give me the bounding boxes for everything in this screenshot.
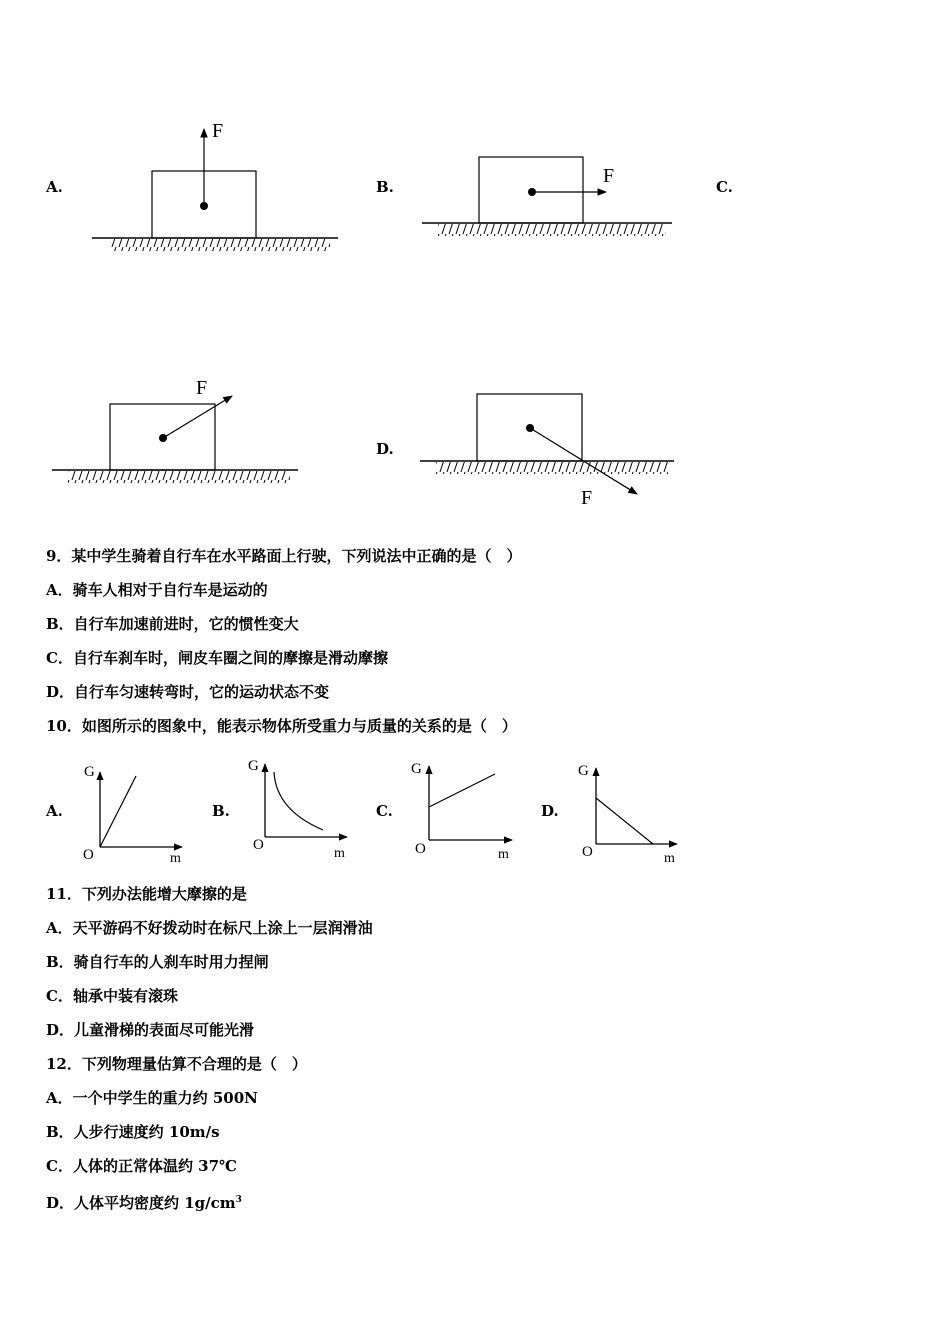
x-axis-label: m: [498, 847, 509, 862]
ground-hatch: [438, 224, 666, 236]
origin-label: O: [582, 844, 593, 860]
origin-label: O: [253, 837, 264, 853]
q9-option-a: A．骑车人相对于自行车是运动的: [46, 581, 268, 599]
q11-option-c: C．轴承中装有滚珠: [46, 987, 178, 1005]
graph-b: [245, 752, 357, 862]
q8-option-a-label: A.: [46, 178, 63, 196]
graph-line: [100, 776, 136, 847]
q10-graph-d-label: D.: [541, 802, 559, 820]
force-label: F: [603, 165, 615, 187]
y-axis-label: G: [248, 758, 259, 774]
q12-option-c: C．人体的正常体温约 37℃: [46, 1157, 238, 1175]
q10-stem: 10．如图所示的图象中，能表示物体所受重力与质量的关系的是（ ）: [46, 717, 517, 735]
ground-hatch: [68, 471, 290, 483]
q12-option-d-text: D．人体平均密度约 1g/cm: [46, 1194, 236, 1212]
x-axis-label: m: [664, 851, 675, 864]
graph-curve: [274, 772, 323, 830]
q10-graph-a-label: A.: [46, 802, 63, 820]
q11-option-b: B．骑自行车的人刹车时用力捏闸: [46, 953, 269, 971]
ground-hatch: [110, 239, 330, 251]
q9-option-d: D．自行车匀速转弯时，它的运动状态不变: [46, 683, 330, 701]
graph-line: [596, 798, 653, 844]
q12-option-d: [46, 1190, 242, 1213]
graph-d: [575, 756, 687, 864]
q12-option-b: B．人步行速度约 10m/s: [46, 1123, 220, 1141]
force-arrow: [163, 396, 232, 438]
q11-option-a: A．天平游码不好拨动时在标尺上涂上一层润滑油: [46, 919, 373, 937]
force-label: F: [581, 487, 593, 509]
q11-option-d: D．儿童滑梯的表面尽可能光滑: [46, 1021, 255, 1039]
q9-option-b: B．自行车加速前进时，它的惯性变大: [46, 615, 299, 633]
force-diagram-c: [50, 372, 305, 492]
origin-label: O: [415, 841, 426, 857]
graph-a: [78, 758, 190, 866]
q12-stem: 12．下列物理量估算不合理的是（ ）: [46, 1055, 307, 1073]
q9-option-c: C．自行车刹车时，闸皮车圈之间的摩擦是滑动摩擦: [46, 649, 388, 667]
graph-line: [429, 774, 495, 807]
q11-stem: 11．下列办法能增大摩擦的是: [46, 885, 247, 903]
q8-option-c-label: C.: [716, 178, 733, 196]
force-label: F: [212, 120, 224, 142]
force-diagram-a: [90, 115, 345, 255]
x-axis-label: m: [170, 851, 181, 866]
ground-hatch: [436, 462, 668, 474]
y-axis-label: G: [84, 764, 95, 780]
q12-option-d-superscript: 3: [235, 1195, 242, 1205]
origin-label: O: [83, 847, 94, 863]
q10-graph-b-label: B.: [212, 802, 230, 820]
y-axis-label: G: [411, 761, 422, 777]
q12-option-a: A．一个中学生的重力约 500N: [46, 1089, 258, 1107]
q8-option-d-label: D.: [376, 440, 394, 458]
q8-option-b-label: B.: [376, 178, 394, 196]
force-diagram-d: [418, 388, 683, 510]
y-axis-label: G: [578, 763, 589, 779]
q10-graph-c-label: C.: [376, 802, 393, 820]
q9-stem: 9．某中学生骑着自行车在水平路面上行驶，下列说法中正确的是（ ）: [46, 547, 522, 565]
force-diagram-b: [420, 150, 680, 242]
graph-c: [410, 754, 522, 862]
force-label: F: [196, 377, 208, 399]
x-axis-label: m: [334, 846, 345, 861]
